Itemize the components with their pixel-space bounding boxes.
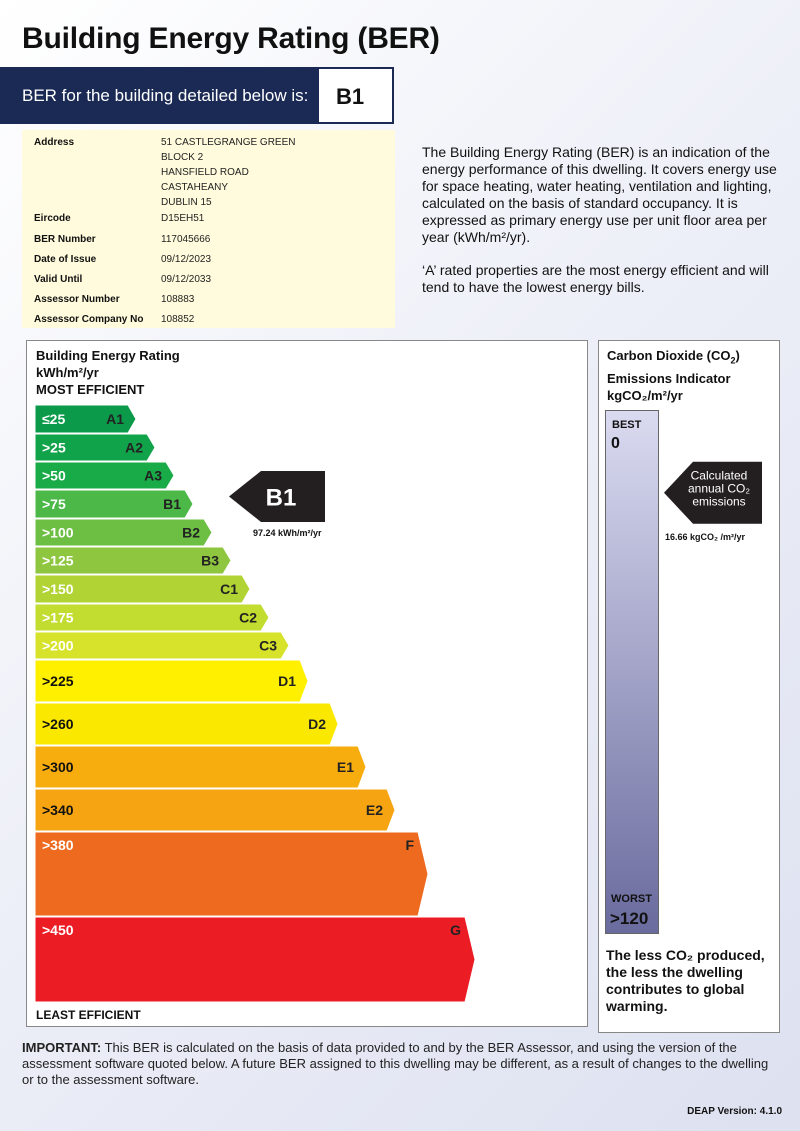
band-range-label: >300	[42, 759, 74, 775]
important-text: This BER is calculated on the basis of data provided to and by the BER Assessor, and using the version of the assessment software quoted below. A future BER assigned to this dwelling may be different, as a result of changes to the dwelling or to the assessment software.	[22, 1040, 769, 1087]
band-grade-label: D1	[278, 673, 296, 689]
detail-label: BER Number	[34, 234, 96, 245]
band-grade-label: E2	[365, 802, 383, 818]
rating-pointer-label: B1	[265, 484, 297, 512]
band-grade-label: A1	[106, 411, 124, 427]
band-range-label: ≤25	[42, 411, 66, 427]
band-grade-label: B1	[163, 496, 181, 512]
detail-label: Eircode	[34, 213, 71, 224]
detail-label: Address	[34, 137, 75, 148]
detail-value: 108883	[161, 294, 195, 305]
intro-paragraph-1: The Building Energy Rating (BER) is an indication of the energy performance of this dwelling. It covers energy use for space heating, water heating, ventilation and lighting, calculated on the basis of standard occupancy. It is expressed as primary energy use per unit floor area per year (kWh/m²/yr).	[422, 144, 777, 245]
band-grade-label: G	[450, 922, 461, 938]
co2-worst-value: >120	[610, 909, 649, 928]
detail-value: 09/12/2023	[161, 254, 212, 265]
band-range-label: >175	[42, 609, 74, 626]
deap-version: DEAP Version: 4.1.0	[687, 1106, 782, 1117]
important-lead: IMPORTANT:	[22, 1040, 102, 1055]
intro-paragraph-2: ‘A’ rated properties are the most energy efficient and will tend to have the lowest energy bills.	[422, 262, 769, 295]
ber-rating-value: B1	[336, 84, 365, 109]
co2-title-sub: 2	[730, 355, 736, 366]
band-range-label: >340	[42, 802, 74, 818]
important-notice	[22, 1040, 782, 1088]
band-range-label: >125	[42, 552, 74, 569]
least-efficient-label: LEAST EFFICIENT	[36, 1008, 141, 1022]
detail-label: Valid Until	[34, 274, 83, 285]
detail-value: 108852	[161, 314, 195, 325]
co2-pointer-text: emissions	[692, 494, 746, 509]
band-grade-label: C1	[220, 581, 238, 597]
co2-title-end: )	[735, 348, 740, 363]
detail-label: Date of Issue	[34, 254, 97, 265]
co2-note: The less CO₂ produced, the less the dwelling contributes to global warming.	[606, 947, 765, 1014]
detail-value: 09/12/2033	[161, 274, 212, 285]
band-grade-label: B2	[182, 524, 200, 541]
detail-label: Assessor Number	[34, 294, 120, 305]
detail-value: 51 CASTLEGRANGE GREEN BLOCK 2 HANSFIELD ROAD CASTAHEANY DUBLIN 15	[161, 137, 296, 208]
band-range-label: >100	[42, 524, 74, 541]
band-grade-label: E1	[336, 759, 354, 775]
band-grade-label: C3	[259, 637, 277, 654]
co2-title-line1: Carbon Dioxide (CO	[607, 348, 731, 363]
band-grade-label: C2	[239, 609, 257, 626]
band-range-label: >150	[42, 581, 74, 597]
detail-value: 117045666	[161, 234, 211, 245]
co2-reading: 16.66 kgCO₂ /m²/yr	[665, 532, 746, 542]
detail-value: D15EH51	[161, 213, 205, 224]
band-grade-label: A2	[125, 439, 143, 456]
rating-pointer-value: 97.24 kWh/m²/yr	[253, 528, 322, 538]
page-title: Building Energy Rating (BER)	[22, 22, 440, 55]
co2-title-line3: kgCO₂/m²/yr	[607, 387, 683, 403]
band-range-label: >225	[42, 673, 74, 689]
band-range-label: >380	[42, 837, 74, 853]
band-grade-label: A3	[144, 467, 162, 484]
band-range-label: >260	[42, 716, 74, 732]
band-range-label: >200	[42, 637, 74, 654]
band-range-label: >25	[42, 439, 66, 456]
co2-pointer-text: annual CO₂	[687, 481, 751, 496]
co2-best-label: BEST	[612, 419, 642, 431]
band-range-label: >450	[42, 922, 74, 938]
detail-label: Assessor Company No	[34, 314, 144, 325]
co2-worst-label: WORST	[611, 893, 652, 905]
co2-best-value: 0	[611, 435, 620, 452]
co2-pointer-text: Calculated	[690, 468, 748, 483]
band-range-label: >75	[42, 496, 66, 512]
co2-title-line2: Emissions Indicator	[607, 370, 731, 386]
band-grade-label: B3	[201, 552, 219, 569]
ber-banner-text: BER for the building detailed below is:	[22, 86, 309, 105]
band-range-label: >50	[42, 467, 66, 484]
band-grade-label: F	[405, 837, 414, 853]
band-grade-label: D2	[308, 716, 326, 732]
energy-scale-title: Building Energy Rating kWh/m²/yr MOST EFFICIENT	[36, 348, 180, 397]
